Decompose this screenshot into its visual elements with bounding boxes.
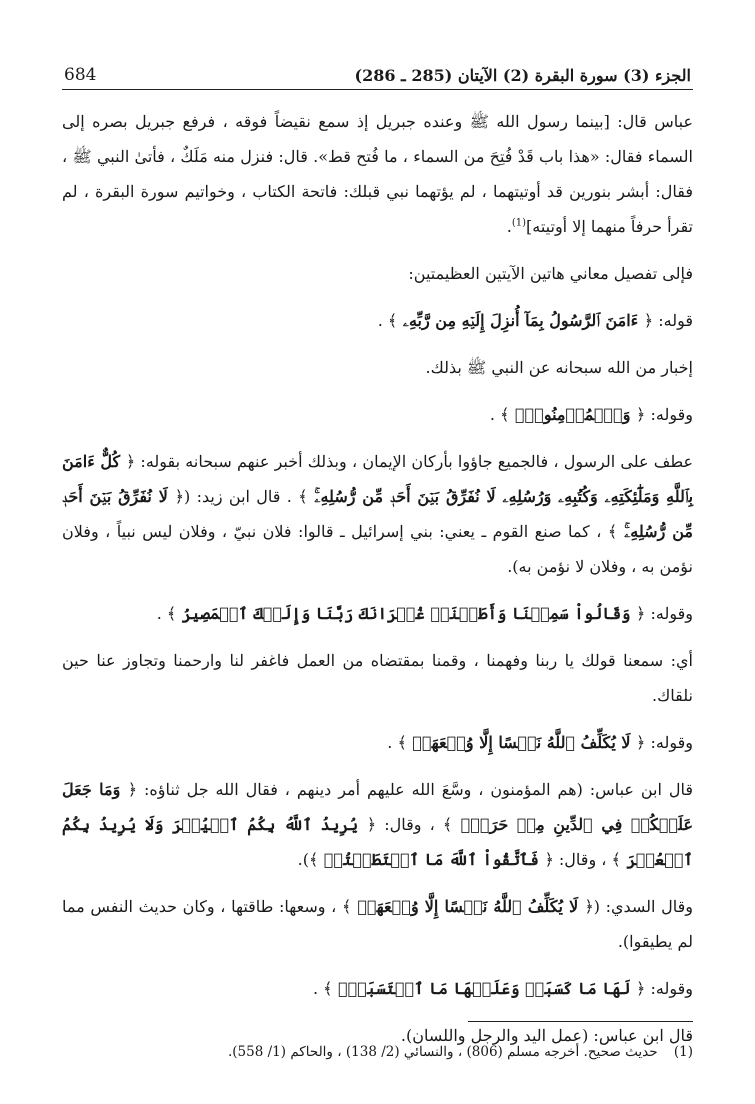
quran-verse: لَا نُفَرِّقُ بَيۡنَ أَحَدٖ مِّن رُّسُلِهِۦۚ [62,487,694,541]
paragraph-p10 [62,772,693,877]
paragraph-text: ، كما صنع القوم ـ يعني: بني إسرائيل ـ قالوا: فلان نبيّ ، وفلان ليس نبياً ، وفلان نؤمن به ، وفلان لا نؤمن به). [62,522,693,576]
paragraph-text: وقوله: [645,733,693,752]
verse-bracket: ﴾ [341,897,352,916]
verse-bracket: ﴿ [174,487,185,506]
quran-verse: وَٱلۡمُؤۡمِنُونَۚ [509,405,637,424]
paragraph-text: ). [297,850,309,869]
paragraph-p11 [62,889,693,959]
paragraph-p1 [62,104,693,244]
verse-bracket: ﴿ [643,311,654,330]
paragraph-p4 [62,350,693,385]
quran-verse: يُرِيدُ ٱللَّهُ بِكُمُ ٱلۡيُسۡرَ وَلَا يُرِيدُ بِكُمُ ٱلۡعُسۡرَ [62,815,693,869]
paragraph-text: إخبار من الله سبحانه عن النبي ﷺ بذلك. [425,358,693,377]
verse-bracket: ﴿ [366,815,377,834]
footnote-divider [468,1021,693,1022]
paragraph-p3 [62,303,693,338]
paragraph-text: قوله: [653,311,693,330]
paragraph-p2 [62,256,693,291]
footnote [62,1040,693,1064]
paragraph-text: وقوله: [645,604,693,623]
paragraph-text: عطف على الرسول ، فالجميع جاؤوا بأركان الإيمان ، وبذلك أخبر عنهم سبحانه بقوله: [135,452,693,471]
verse-bracket: ﴾ [500,405,510,424]
paragraph-p12 [62,971,693,1006]
paragraph-text: . [156,604,167,623]
paragraph-text: قال ابن عباس: (هم المؤمنون ، وسَّعَ الله عليهم أمر دينهم ، فقال الله جل ثناؤه: [137,780,694,799]
verse-bracket: ﴾ [308,850,319,869]
paragraph-p9 [62,725,693,760]
verse-bracket: ﴾ [397,733,407,752]
quran-verse: كُلٌّ ءَامَنَ بِٱللَّهِ وَمَلَٰٓئِكَتِهِۦ وَكُتُبِهِۦ وَرُسُلِهِۦ لَا نُفَرِّقُ بَيۡنَ أَحَدٖ مِّن رُّسُلِهِۦۚ [62,452,694,506]
paragraph-text: . [387,733,398,752]
paragraph-text: فإلى تفصيل معاني هاتين الآيتين العظيمتين: [408,264,693,283]
paragraph-text: . [312,979,324,998]
paragraph-p8 [62,643,693,713]
verse-bracket: ﴾ [323,979,333,998]
quran-verse: لَهَا مَا كَسَبَتۡ وَعَلَيۡهَا مَا ٱكۡتَسَبَتۡۗ [332,979,637,998]
quran-verse: وَمَا جَعَلَ عَلَيۡكُمۡ فِي ٱلدِّينِ مِنۡ حَرَجٖۚ [62,780,694,834]
verse-bracket: ﴿ [584,897,594,916]
quran-verse: لَا يُكَلِّفُ ٱللَّهُ نَفۡسًا إِلَّا وُسۡعَهَاۚ [351,897,585,916]
paragraph-text: ، وقال: [376,815,443,834]
paragraph-text: . قال ابن زيد: ( [184,487,299,506]
paragraph-text: ، وقال: [553,850,612,869]
quran-verse: ءَامَنَ ٱلرَّسُولُ بِمَآ أُنزِلَ إِلَيۡهِ مِن رَّبِّهِۦ [397,311,644,330]
running-title: الجزء (3) سورة البقرة (2) الآيتان (285 ـ 286) [354,66,691,85]
verse-bracket: ﴿ [125,452,136,471]
quran-verse: وَقَالُواْ سَمِعۡنَا وَأَطَعۡنَاۖ غُفۡرَانَكَ رَبَّنَا وَإِلَيۡكَ ٱلۡمَصِيرُ [176,604,637,623]
paragraph-text: عباس قال: [بينما رسول الله ﷺ وعنده جبريل إذ سمع نقيضاً فوقه ، فرفع جبريل بصره إلى السماء فقال: «هذا باب قَدْ فُتِحَ من السماء ، ما فُتح قط». قال: فنزل منه مَلَكٌ ، فأتىٰ النبي ﷺ ، فقال: أبشر بنورين قد أوتيتهما ، لم يؤتهما نبي قبلك: فاتحة الكتاب ، وخواتيم سورة البقرة ، لم تقرأ حرفاً منهما إلا أوتيته] [62,112,693,236]
paragraph-text: أي: سمعنا قولك يا ربنا وفهمنا ، وقمنا بمقتضاه من العمل فاغفر لنا وارحمنا وتجاوز عنا حين نلقاك. [62,651,693,705]
verse-bracket: ﴿ [636,604,646,623]
verse-bracket: ﴿ [636,405,646,424]
verse-bracket: ﴾ [298,487,308,506]
paragraph-text: قال ابن عباس: (عمل اليد والرجل واللسان). [400,1026,693,1045]
paragraph-text: وقال السدي: ( [593,897,693,916]
verse-bracket: ﴾ [387,311,398,330]
paragraph-text: . [506,217,512,236]
paragraph-p7 [62,596,693,631]
footnote-reference: (1) [511,217,527,229]
main-text [62,104,693,1053]
verse-bracket: ﴿ [544,850,554,869]
footnote-number: (1) [673,1044,693,1060]
paragraph-text: وقوله: [645,405,693,424]
paragraph-text: ، وسعها: طاقتها ، وكان حديث النفس مما لم يطيقوا). [62,897,693,951]
paragraph-text: . [489,405,501,424]
footnote-text: حديث صحيح. أخرجه مسلم (806) ، والنسائي (2/ 138) ، والحاكم (1/ 558). [227,1044,658,1060]
verse-bracket: ﴿ [127,780,138,799]
paragraph-p5 [62,397,693,432]
verse-bracket: ﴾ [166,604,177,623]
verse-bracket: ﴾ [607,522,618,541]
verse-bracket: ﴾ [442,815,453,834]
verse-bracket: ﴿ [636,979,646,998]
page-number: 684 [64,65,97,85]
quran-verse: لَا يُكَلِّفُ ٱللَّهُ نَفۡسًا إِلَّا وُسۡعَهَاۚ [406,733,637,752]
verse-bracket: ﴿ [636,733,646,752]
quran-verse: فَٱتَّقُواْ ٱللَّهَ مَا ٱسۡتَطَعۡتُمۡ [318,850,545,869]
paragraph-p6 [62,444,693,584]
paragraph-text: . [377,311,388,330]
paragraph-text: وقوله: [645,979,693,998]
page-header [62,52,693,90]
verse-bracket: ﴾ [611,850,621,869]
